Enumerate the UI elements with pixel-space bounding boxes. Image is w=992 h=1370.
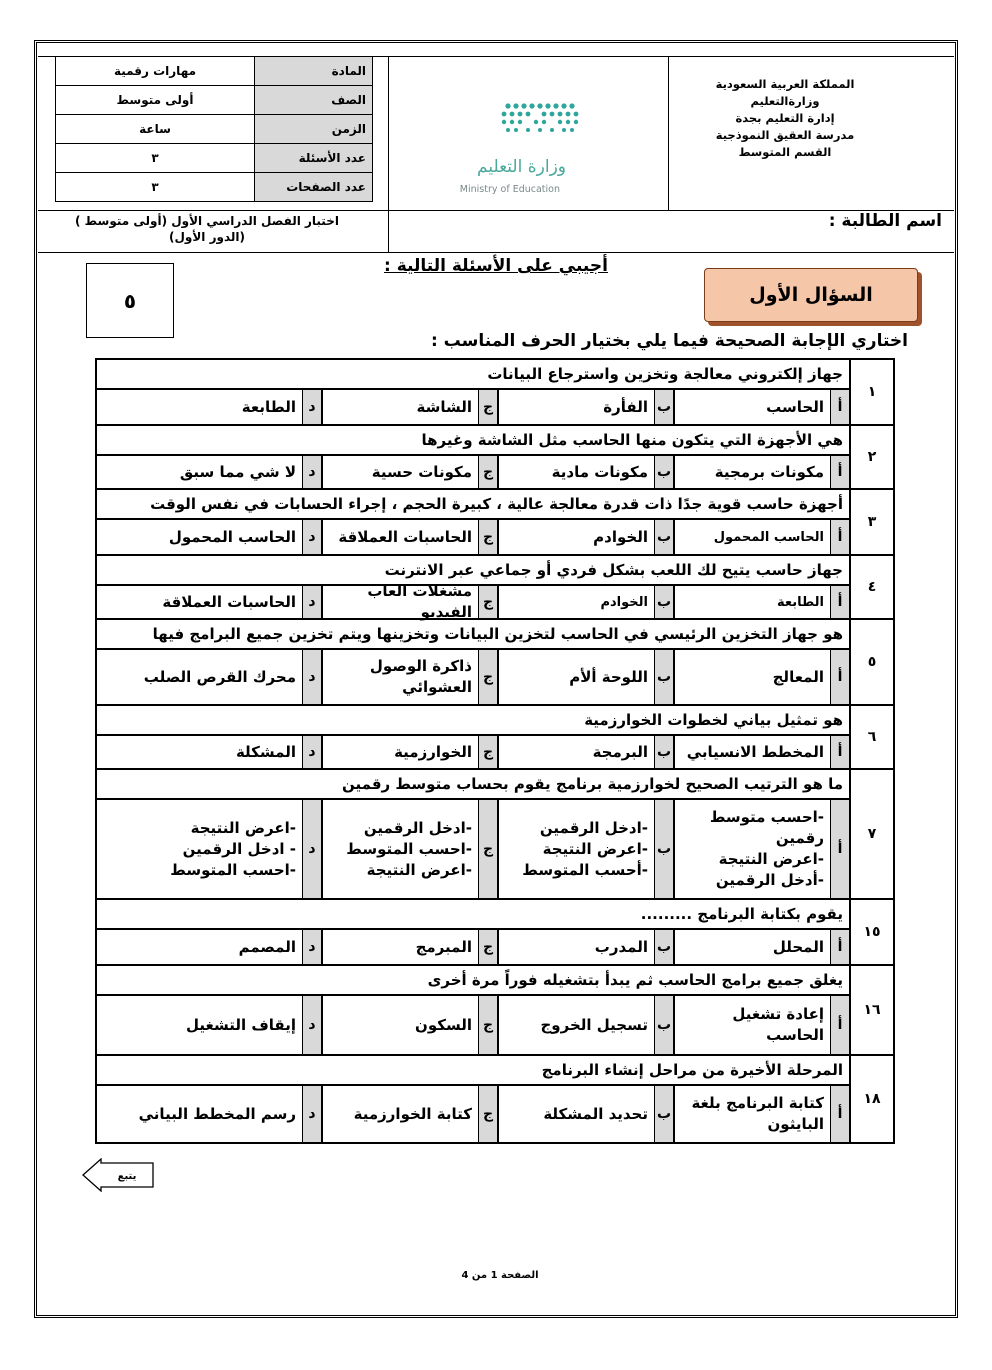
answer-option[interactable]: ذاكرة الوصول العشوائي: [321, 650, 478, 704]
exam-title-line2: (الدور الأول): [169, 230, 245, 244]
answer-option[interactable]: تسجيل الخروج: [497, 996, 654, 1054]
info-value: أولى متوسط: [56, 86, 255, 115]
ministry-heading: [680, 76, 890, 161]
info-label: عدد الصفحات: [255, 173, 373, 202]
option-letter: ب: [654, 456, 673, 488]
option-letter: د: [302, 800, 321, 898]
option-letter: أ: [830, 800, 849, 898]
question-block: [97, 490, 893, 556]
answer-option[interactable]: كتابة الخوارزمية: [321, 1086, 478, 1142]
option-letter: د: [302, 650, 321, 704]
option-letter: أ: [830, 736, 849, 768]
answer-option[interactable]: -ادخل الرقمين -اعرض النتيجة -أحسب المتوسط: [497, 800, 654, 898]
question-block: [97, 900, 893, 966]
question-block: [97, 556, 893, 620]
score-box: ٥: [86, 263, 174, 338]
question-block: [97, 426, 893, 490]
page-footer: الصفحة 1 من 4: [461, 1270, 539, 1281]
option-letter: ب: [654, 586, 673, 618]
question-stem: جهاز إلكتروني معالجة وتخزين واسترجاع البيانات: [97, 360, 849, 390]
answer-option[interactable]: الخوادم: [497, 586, 654, 618]
answer-option[interactable]: الحاسب: [673, 390, 830, 424]
option-letter: د: [302, 930, 321, 964]
question-block: [97, 360, 893, 426]
answer-option[interactable]: -اعرض النتيجة - ادخل الرقمين -احسب المتوسط: [170, 818, 296, 879]
option-letter: أ: [830, 390, 849, 424]
question-number: ٢: [849, 426, 893, 488]
question-number: ٤: [849, 556, 893, 618]
option-letter: أ: [830, 520, 849, 554]
kingdom-name: المملكة العربية السعودية: [715, 77, 855, 91]
option-letter: ج: [478, 930, 497, 964]
question-stem: ما هو الترتيب الصحيح لخوارزمية برنامج يقوم بحساب متوسط رقمين: [97, 770, 849, 800]
answer-option[interactable]: الفأرة: [497, 390, 654, 424]
question-number: ٧: [849, 770, 893, 898]
answer-option[interactable]: المحلل: [673, 930, 830, 964]
answer-option[interactable]: محرك القرص الصلب: [143, 667, 296, 686]
option-letter: ج: [478, 456, 497, 488]
sub-instruction: اختاري الإجابة الصحيحة فيما يلي بختيار الحرف المناسب :: [430, 331, 908, 351]
answer-option[interactable]: رسم المخطط البياني: [138, 1104, 296, 1123]
question-number: ١٨: [849, 1056, 893, 1142]
option-letter: د: [302, 736, 321, 768]
option-letter: ب: [654, 800, 673, 898]
question-number: ١: [849, 360, 893, 424]
question-block: [97, 1056, 893, 1142]
option-letter: د: [302, 1086, 321, 1142]
question-number: ٥: [849, 620, 893, 704]
section-name: القسم المتوسط: [738, 145, 832, 159]
answer-option[interactable]: الحاسب المحمول: [673, 520, 830, 554]
option-letter: د: [302, 520, 321, 554]
question-number: ١٦: [849, 966, 893, 1054]
logo-english-text: Ministry of Education: [459, 184, 560, 195]
next-label: يتبع: [117, 1171, 137, 1182]
option-letter: د: [302, 586, 321, 618]
next-page-arrow: [82, 1158, 154, 1192]
info-row: [56, 57, 373, 86]
exam-title-line1: اختبار الفصل الدراسي الأول (أولى متوسط ): [75, 214, 339, 228]
option-letter: أ: [830, 650, 849, 704]
answer-option[interactable]: اللوحة ألأم: [497, 650, 654, 704]
logo-arabic-text: وزارة التعليم: [477, 157, 566, 177]
option-letter: ب: [654, 650, 673, 704]
school-name: مدرسة العقيق النموذجية: [715, 128, 855, 142]
question-stem: هو تمثيل بياني لخطوات الخوارزمية: [97, 706, 849, 736]
question-stem: أجهزة حاسب قوية جدًا ذات قدرة معالجة عالية ، كبيرة الحجم ، إجراء الحسابات في نفس الوقت: [97, 490, 849, 520]
ministry-logo: [440, 96, 590, 200]
answer-option[interactable]: الحاسبات العملاقة: [321, 520, 478, 554]
answer-option[interactable]: الحاسب المحمول: [168, 527, 296, 546]
question-stem: جهاز حاسب يتيح لك اللعب بشكل فردي أو جماعي عبر الانترنت: [97, 556, 849, 586]
option-letter: ج: [478, 650, 497, 704]
answer-option[interactable]: -ادخل الرقمين -احسب المتوسط -اعرض النتيجة: [321, 800, 478, 898]
section-title-badge: السؤال الأول: [704, 268, 918, 322]
header-bottom-rule: [38, 252, 954, 253]
option-letter: د: [302, 456, 321, 488]
question-stem: هو جهاز التخزين الرئيسي في الحاسب لتخزين البيانات وتخزينها ويتم تخزين جميع البرامج فيها: [97, 620, 849, 650]
option-letter: أ: [830, 996, 849, 1054]
option-letter: ج: [478, 800, 497, 898]
answer-option[interactable]: -احسب متوسط رقمين -اعرض النتيجة -أدخل الرقمين: [673, 800, 830, 898]
answer-option[interactable]: إيقاف التشغيل: [186, 1015, 296, 1034]
info-label: عدد الأسئلة: [255, 144, 373, 173]
answer-option[interactable]: الحاسبات العملاقة: [162, 592, 296, 611]
option-letter: أ: [830, 456, 849, 488]
answer-option[interactable]: لا شي مما سبق: [179, 462, 296, 481]
info-label: الصف: [255, 86, 373, 115]
header-divider-left: [388, 56, 389, 252]
question-number: ٦: [849, 706, 893, 768]
answer-option[interactable]: مكونات برمجية: [673, 456, 830, 488]
answer-option[interactable]: كتابة البرنامج بلغة البايثون: [673, 1086, 830, 1142]
question-block: [97, 770, 893, 900]
student-name-label: اسم الطالبة :: [828, 211, 942, 231]
answer-option[interactable]: المصمم: [238, 937, 296, 956]
info-label: الزمن: [255, 115, 373, 144]
answer-option[interactable]: مكونات مادية: [497, 456, 654, 488]
answer-option[interactable]: الطابعة: [673, 586, 830, 618]
option-letter: ب: [654, 1086, 673, 1142]
question-stem: يغلق جميع برامج الحاسب ثم يبدأ بتشغيله فوراً مرة أخرى: [97, 966, 849, 996]
option-letter: ج: [478, 1086, 497, 1142]
exam-title: [42, 213, 372, 245]
option-letter: ج: [478, 736, 497, 768]
question-block: [97, 620, 893, 706]
option-letter: د: [302, 996, 321, 1054]
answer-option[interactable]: الشاشة: [321, 390, 478, 424]
answer-option[interactable]: المشكلة: [235, 742, 296, 761]
answer-option[interactable]: إعادة تشغيل الحاسب: [673, 996, 830, 1054]
info-value: ٣: [56, 173, 255, 202]
question-block: [97, 706, 893, 770]
answer-option[interactable]: المعالج: [673, 650, 830, 704]
option-letter: أ: [830, 930, 849, 964]
answer-option[interactable]: مشغلات العاب الفيديو: [321, 586, 478, 618]
info-row: [56, 173, 373, 202]
info-label: المادة: [255, 57, 373, 86]
option-letter: أ: [830, 586, 849, 618]
question-stem: المرحلة الأخيرة من مراحل إنشاء البرنامج: [97, 1056, 849, 1086]
answer-option[interactable]: تحديد المشكلة: [497, 1086, 654, 1142]
option-letter: ج: [478, 996, 497, 1054]
answer-option[interactable]: المدرب: [497, 930, 654, 964]
answer-option[interactable]: البرمجة: [497, 736, 654, 768]
answer-option[interactable]: المخطط الانسيابي: [673, 736, 830, 768]
question-number: ٣: [849, 490, 893, 554]
answer-option[interactable]: مكونات حسية: [321, 456, 478, 488]
info-row: [56, 86, 373, 115]
info-row: [56, 144, 373, 173]
directorate-name: إدارة التعليم بجدة: [735, 111, 835, 125]
answer-option[interactable]: الخوارزمية: [321, 736, 478, 768]
header-divider-right: [668, 56, 669, 211]
option-letter: د: [302, 390, 321, 424]
question-number: ١٥: [849, 900, 893, 964]
ministry-name: وزارةالتعليم: [750, 94, 820, 108]
main-instruction: أجيبي على الأسئلة التالية :: [384, 256, 608, 276]
option-letter: ب: [654, 930, 673, 964]
answer-option[interactable]: الطابعة: [241, 397, 296, 416]
option-letter: ج: [478, 390, 497, 424]
option-letter: ب: [654, 390, 673, 424]
question-stem: يقوم بكتابة البرنامج .........: [97, 900, 849, 930]
info-value: ٣: [56, 144, 255, 173]
option-letter: أ: [830, 1086, 849, 1142]
info-row: [56, 115, 373, 144]
questions-grid: [95, 358, 895, 1144]
option-letter: ب: [654, 520, 673, 554]
answer-option[interactable]: المبرمج: [321, 930, 478, 964]
question-stem: هي الأجهزة التي يتكون منها الحاسب مثل الشاشة وغيرها: [97, 426, 849, 456]
option-letter: ب: [654, 996, 673, 1054]
info-value: ساعة: [56, 115, 255, 144]
info-value: مهارات رقمية: [56, 57, 255, 86]
exam-info-table: [55, 56, 373, 202]
option-letter: ج: [478, 586, 497, 618]
question-block: [97, 966, 893, 1056]
answer-option[interactable]: السكون: [321, 996, 478, 1054]
option-letter: ب: [654, 736, 673, 768]
answer-option[interactable]: الخوادم: [497, 520, 654, 554]
option-letter: ج: [478, 520, 497, 554]
